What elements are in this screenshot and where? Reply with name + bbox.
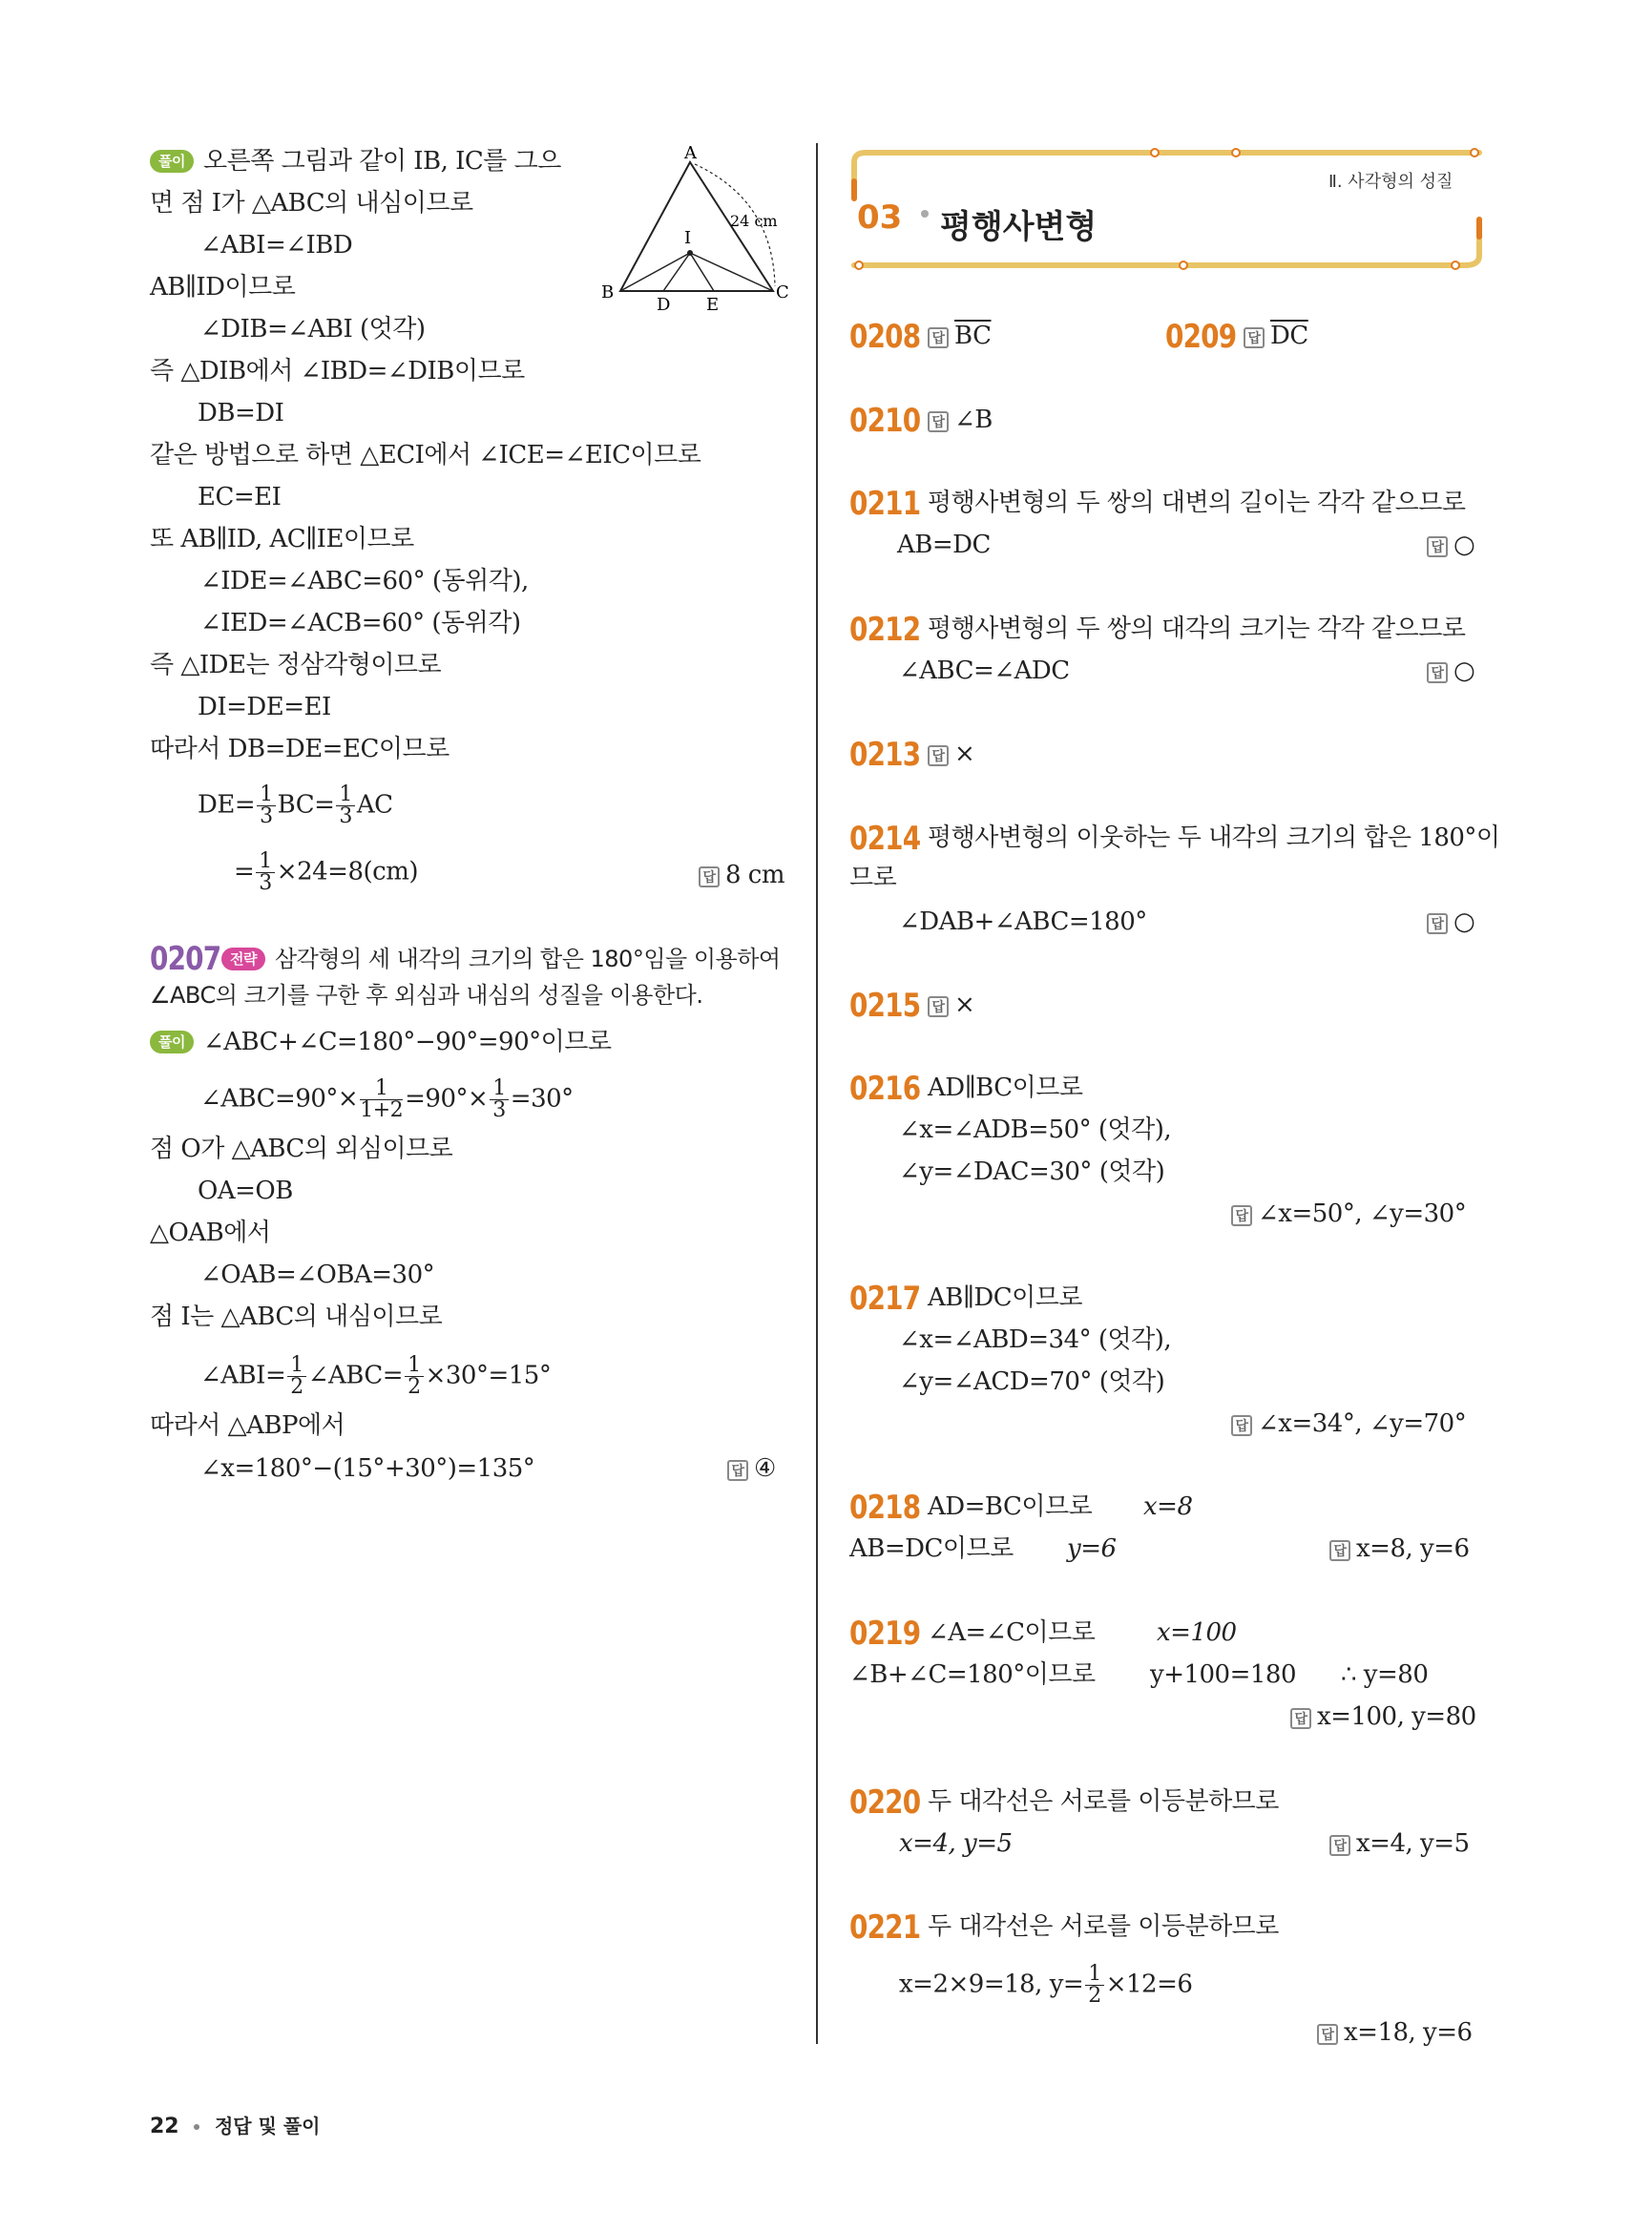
sol0207-line-7: 따라서 △ABP에서 xyxy=(150,1411,345,1440)
answer-0207: 답 ④ xyxy=(727,1452,776,1485)
fig-label-d: D xyxy=(657,295,671,315)
fig-label-i: I xyxy=(684,228,692,248)
answer-0211: 답 ○ xyxy=(1427,529,1474,561)
text-0221: 두 대각선은 서로를 이등분하므로 xyxy=(928,1912,1279,1941)
step-0219-mid: y+100=180 xyxy=(1150,1660,1297,1689)
answer-icon: 답 xyxy=(699,866,720,887)
text-0219-x: x=100 xyxy=(1157,1618,1237,1647)
sol-line-15: 따라서 DB=DE=EC이므로 xyxy=(150,735,450,763)
fig-label-e: E xyxy=(706,295,720,315)
problem-number-0221: 0221 xyxy=(849,1908,921,1947)
answer-0206: 답 8 cm xyxy=(699,859,784,891)
step-0221: x=2×9=18, y= $\frac{1}{2}$ ×12=6 xyxy=(899,1962,1193,2008)
problem-number-0213: 0213 xyxy=(849,736,921,774)
answer-0220: 답 x=4, y=5 xyxy=(1329,1827,1470,1860)
problem-number-0215: 0215 xyxy=(849,987,921,1025)
problem-number-0216: 0216 xyxy=(849,1070,921,1108)
answer-0221: 답 x=18, y=6 xyxy=(1317,2016,1473,2049)
answer-0213: 답 × xyxy=(928,738,974,770)
text-0217: AB∥DC이므로 xyxy=(928,1283,1082,1312)
text-0216: AD∥BC이므로 xyxy=(928,1074,1083,1102)
strategy-badge: 전략 xyxy=(221,948,265,970)
step-0219: ∠B+∠C=180°이므로 xyxy=(849,1660,1096,1689)
sol-line-11: ∠IDE=∠ABC=60° (동위각), xyxy=(200,567,529,595)
strategy-line-1: 전략 삼각형의 세 내각의 크기의 합은 180°임을 이용하여 xyxy=(221,943,781,975)
sol-line-4: AB∥ID이므로 xyxy=(150,273,296,302)
strategy-line-2: ∠ABC의 크기를 구한 후 외심과 내심의 성질을 이용한다. xyxy=(150,982,703,1009)
sol-line-1: 풀이 오른쪽 그림과 같이 IB, IC를 그으 xyxy=(150,145,561,177)
step-0218: AB=DC이므로 xyxy=(849,1534,1014,1563)
problem-number-0219: 0219 xyxy=(849,1615,921,1653)
sol0207-line-5: ∠OAB=∠OBA=30° xyxy=(200,1261,435,1289)
eq-de-2: = $\frac{1}{3}$ ×24=8(cm) xyxy=(234,849,418,895)
chapter-label: Ⅱ. 사각형의 성질 xyxy=(1328,172,1453,192)
fig-label-c: C xyxy=(776,282,789,302)
sol-line-5: ∠DIB=∠ABI (엇각) xyxy=(200,315,426,344)
sol-line-10: 또 AB∥ID, AC∥IE이므로 xyxy=(150,525,414,553)
problem-number-0208: 0208 xyxy=(849,318,921,356)
step-0220: x=4, y=5 xyxy=(899,1829,1013,1858)
page-footer xyxy=(150,2111,321,2138)
eq-abc: ∠ABC=90°× $\frac{1}{1+2}$ =90°× $\frac{1}{3}$ =30° xyxy=(200,1076,574,1122)
step-0214: ∠DAB+∠ABC=180° xyxy=(899,907,1147,936)
text-0214: 평행사변형의 이웃하는 두 내각의 크기의 합은 180°이 xyxy=(928,824,1500,852)
sol-line-2: 면 점 I가 △ABC의 내심이므로 xyxy=(150,189,473,218)
answer-0209: 답 $\overline{DC}$ xyxy=(1244,320,1308,352)
triangle-figure xyxy=(592,143,802,315)
sol-line-14: DI=DE=EI xyxy=(198,693,331,721)
step-0218-y: y=6 xyxy=(1067,1534,1117,1563)
answer-0208: 답 $\overline{BC}$ xyxy=(928,320,991,352)
problem-number-0212: 0212 xyxy=(849,611,921,649)
answer-0219: 답 x=100, y=80 xyxy=(1290,1700,1476,1733)
problem-number-0220: 0220 xyxy=(849,1783,921,1822)
sol-line-3: ∠ABI=∠IBD xyxy=(200,231,353,260)
problem-number-0217: 0217 xyxy=(849,1280,921,1318)
answer-0218: 답 x=8, y=6 xyxy=(1329,1533,1470,1565)
text-0212: 평행사변형의 두 쌍의 대각의 크기는 각각 같으므로 xyxy=(928,615,1466,643)
problem-number-0214: 0214 xyxy=(849,820,921,858)
fig-label-length: 24 cm xyxy=(730,212,778,230)
sol-line-8: 같은 방법으로 하면 △ECI에서 ∠ICE=∠EIC이므로 xyxy=(150,441,701,469)
sol-badge: 풀이 xyxy=(150,150,194,173)
sol-line-9: EC=EI xyxy=(198,483,282,511)
footer-label: 정답 및 풀이 xyxy=(214,2115,321,2137)
answer-0210: 답 ∠B xyxy=(928,404,993,436)
section-title: 평행사변형 xyxy=(940,208,1098,246)
step-0217a: ∠x=∠ABD=34° (엇각), xyxy=(899,1325,1172,1354)
problem-number-0207: 0207 xyxy=(150,940,221,978)
eq-de: DE= $\frac{1}{3}$ BC= $\frac{1}{3}$ AC xyxy=(198,782,393,828)
page-number: 22 xyxy=(150,2115,179,2138)
sol-line-6: 즉 △DIB에서 ∠IBD=∠DIB이므로 xyxy=(150,357,525,386)
sol-line-12: ∠IED=∠ACB=60° (동위각) xyxy=(200,609,521,637)
section-dot xyxy=(921,210,929,218)
problem-number-0218: 0218 xyxy=(849,1489,921,1527)
sol-line-13: 즉 △IDE는 정삼각형이므로 xyxy=(150,651,442,679)
text-0219: ∠A=∠C이므로 xyxy=(928,1618,1096,1647)
text-0218-x: x=8 xyxy=(1143,1492,1193,1521)
problem-number-0211: 0211 xyxy=(849,485,921,523)
section-number: 03 xyxy=(857,198,903,237)
step-0216b: ∠y=∠DAC=30° (엇각) xyxy=(899,1157,1165,1186)
sol0207-line-4: △OAB에서 xyxy=(150,1219,271,1247)
fig-label-a: A xyxy=(684,143,697,163)
sol0207-line-6: 점 I는 △ABC의 내심이므로 xyxy=(150,1303,443,1331)
sol0207-line-3: OA=OB xyxy=(198,1177,293,1205)
text-0220: 두 대각선은 서로를 이등분하므로 xyxy=(928,1787,1279,1816)
sol-line-7: DB=DI xyxy=(198,399,284,427)
answer-0212: 답 ○ xyxy=(1427,655,1474,687)
text-0211: 평행사변형의 두 쌍의 대변의 길이는 각각 같으므로 xyxy=(928,489,1466,517)
sol0207-line-2: 점 O가 △ABC의 외심이므로 xyxy=(150,1135,453,1163)
eq-abi: ∠ABI= $\frac{1}{2}$ ∠ABC= $\frac{1}{2}$ ×30°=15° xyxy=(200,1353,552,1399)
step-0217b: ∠y=∠ACD=70° (엇각) xyxy=(899,1367,1165,1396)
text-0218: AD=BC이므로 xyxy=(928,1492,1093,1521)
answer-0215: 답 × xyxy=(928,989,974,1021)
step-0219-y: ∴ y=80 xyxy=(1341,1660,1429,1689)
sol0207-line-1: 풀이 ∠ABC+∠C=180°−90°=90°이므로 xyxy=(150,1026,612,1058)
step-0211: AB=DC xyxy=(897,531,991,559)
text-0214b: 므로 xyxy=(849,864,897,892)
step-0216a: ∠x=∠ADB=50° (엇각), xyxy=(899,1116,1172,1144)
answer-0217: 답 ∠x=34°, ∠y=70° xyxy=(1231,1407,1466,1440)
sol0207-line-8: ∠x=180°−(15°+30°)=135° xyxy=(200,1454,535,1483)
step-0212: ∠ABC=∠ADC xyxy=(899,657,1070,685)
footer-dot xyxy=(194,2124,199,2130)
answer-0216: 답 ∠x=50°, ∠y=30° xyxy=(1231,1198,1466,1230)
answer-0214: 답 ○ xyxy=(1427,906,1474,938)
problem-number-0209: 0209 xyxy=(1165,318,1237,356)
problem-number-0210: 0210 xyxy=(849,402,921,440)
column-divider xyxy=(816,143,818,2044)
fig-label-b: B xyxy=(601,282,615,302)
